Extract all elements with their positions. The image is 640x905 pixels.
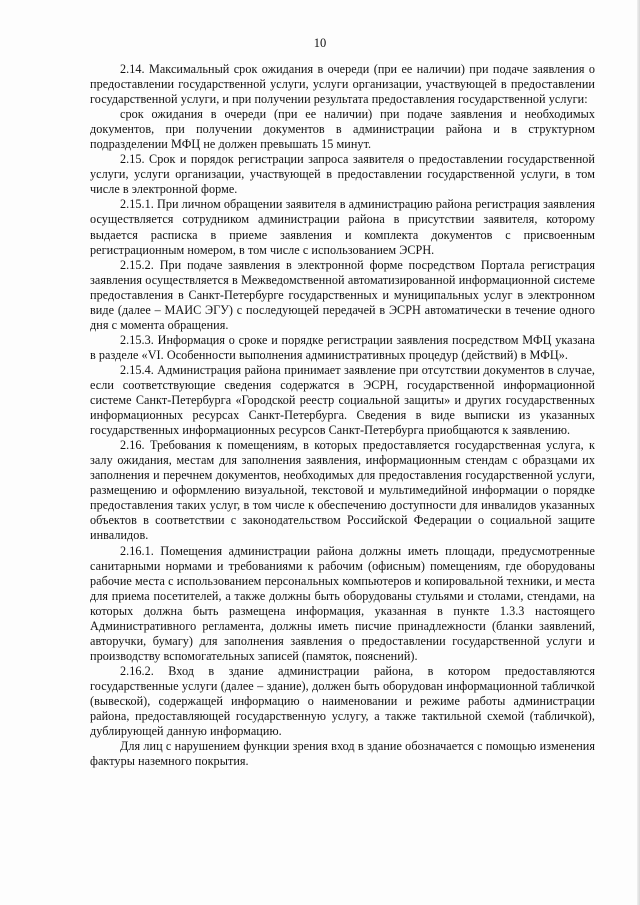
paragraph-2-14: 2.14. Максимальный срок ожидания в очереди (при ее наличии) при подаче заявления о предоставлении государственной услуги, услуги организации, участвующей в предоставлении государственной услуги, и при получении результата предоставления государственной услуги:: [90, 62, 595, 107]
page-number: 10: [313, 36, 327, 50]
paragraph-2-16-1: 2.16.1. Помещения администрации района должны иметь площади, предусмотренные санитарными нормами и требованиями к рабочим (офисным) помещениям, где оборудованы рабочие места с использованием персональных компьютеров и копировальной техники, и места для приема посетителей, а также должны быть оборудованы стульями и столами, стендами, на которых должна быть размещена информация, указанная в пункте 1.3.3 настоящего Административного регламента, должны иметь писчие принадлежности (бланки заявлений, авторучки, бумагу) для заполнения заявления о предоставлении государственной услуги и производству вспомогательных записей (памяток, пояснений).: [90, 543, 595, 663]
paragraph-vision-impaired: Для лиц с нарушением функции зрения вход в здание обозначается с помощью изменения фактуры наземного покрытия.: [90, 739, 595, 769]
paragraph-2-15-3: 2.15.3. Информация о сроке и порядке регистрации заявления посредством МФЦ указана в разделе «VI. Особенности выполнения административных процедур (действий) в МФЦ».: [90, 332, 595, 362]
paragraph-waiting-time: срок ожидания в очереди (при ее наличии) при подаче заявления и необходимых документов, при получении документов в администрации района и в структурном подразделении МФЦ не должен превышать 15 минут.: [90, 107, 595, 152]
paragraph-2-15: 2.15. Срок и порядок регистрации запроса заявителя о предоставлении государственной услуги, услуги организации, участвующей в предоставлении государственной услуги, в том числе в электронной форме.: [90, 152, 595, 197]
paragraph-2-15-1: 2.15.1. При личном обращении заявителя в администрацию района регистрация заявления осуществляется сотрудником администрации района в присутствии заявителя, которому выдается расписка в приеме заявления и комплекта документов с присвоенным регистрационным номером, в том числе с использованием ЭСРН.: [90, 197, 595, 257]
paragraph-2-16-2: 2.16.2. Вход в здание администрации района, в котором предоставляются государственные услуги (далее – здание), должен быть оборудован информационной табличкой (вывеской), содержащей информацию о наименовании и режиме работы администрации района, предоставляющей государственную услугу, а также тактильной схемой (табличкой), дублирующей данную информацию.: [90, 663, 595, 739]
document-body: [90, 62, 595, 769]
paragraph-2-15-4: 2.15.4. Администрация района принимает заявление при отсутствии документов в случае, если соответствующие сведения содержатся в ЭСРН, государственной информационной системе Санкт-Петербурга «Городской реестр социальной защиты» и других государственных информационных ресурсах Санкт-Петербурга. Сведения в виде выписки из указанных государственных информационных ресурсов Санкт-Петербурга приобщаются к заявлению.: [90, 362, 595, 438]
paragraph-2-15-2: 2.15.2. При подаче заявления в электронной форме посредством Портала регистрация заявления осуществляется в Межведомственной автоматизированной информационной системе предоставления в Санкт-Петербурге государственных и муниципальных услуг в электронном виде (далее – МАИС ЭГУ) с последующей передачей в ЭСРН автоматически в течение одного дня с момента обращения.: [90, 257, 595, 332]
paragraph-2-16: 2.16. Требования к помещениям, в которых предоставляется государственная услуга, к залу ожидания, местам для заполнения заявления, информационным стендам с образцами их заполнения и перечнем документов, необходимых для предоставления государственной услуги, размещению и оформлению визуальной, текстовой и мультимедийной информации о порядке предоставления таких услуг, в том числе к обеспечению доступности для инвалидов указанных объектов в соответствии с законодательством Российской Федерации о социальной защите инвалидов.: [90, 438, 595, 543]
